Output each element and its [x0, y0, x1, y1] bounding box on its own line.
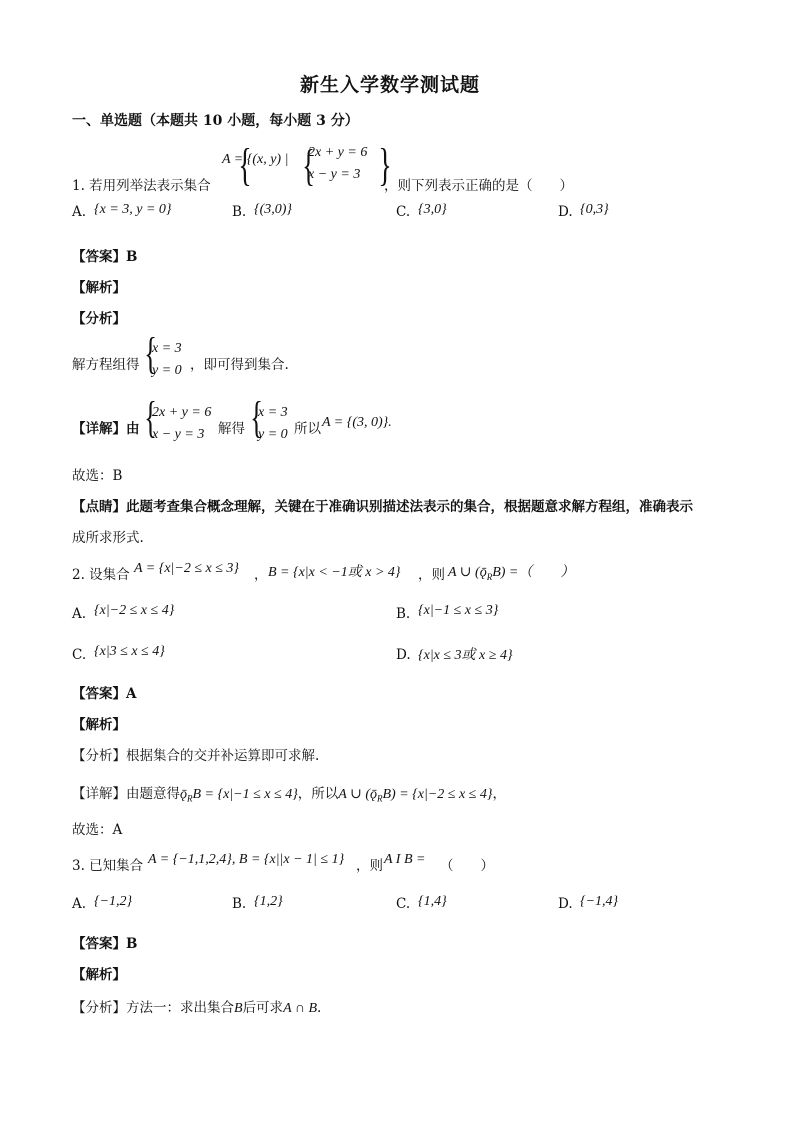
q2-option-d-label: D. [396, 647, 411, 663]
q1-option-c-label: C. [396, 204, 411, 220]
q2-detail-end: ， [492, 786, 506, 802]
q2-option-b-label: B. [396, 606, 411, 622]
q2-detail-m1-sub: R [187, 793, 193, 804]
q1-tail: ，则下列表示正确的是（ ） [384, 178, 573, 194]
q3-fenxi-pre: 【分析】方法一：求出集合 [72, 1000, 234, 1016]
q2-expr-end: B) =（ ） [492, 565, 575, 580]
q1-row2: x − y = 3 [308, 167, 361, 182]
q1-detail-brace2: { [250, 393, 263, 442]
q1-system [308, 142, 367, 186]
q1-option-a: {x = 3, y = 0} [94, 202, 172, 217]
q2-jiexi: 【解析】 [72, 717, 126, 733]
q2-expr-sub: R [486, 571, 493, 582]
q1-choose: 故选：B [72, 468, 123, 484]
q3-stem: 3. 已知集合 [72, 858, 144, 874]
q2-set-a: A = {x|−2 ≤ x ≤ 3} [134, 561, 240, 576]
q3-fenxi-b: B [234, 1001, 243, 1016]
q1-answer: 【答案】B [72, 249, 138, 265]
q2-option-a: {x|−2 ≤ x ≤ 4} [94, 603, 175, 618]
q1-detail-brace1: { [144, 393, 157, 442]
q1-analysis-post: ，即可得到集合. [190, 357, 289, 373]
q1-detail-set: A = {(3, 0)}. [322, 415, 392, 430]
q1-d-row1: 2x + y = 6 [152, 405, 212, 420]
q1-comment-line1 [72, 495, 693, 515]
q1-detail-mid: 解得 [218, 421, 245, 437]
q3-paren: （ ） [440, 858, 494, 874]
q1-detail-system1 [152, 402, 211, 446]
q1-detail-tag: 【详解】由 [72, 421, 140, 437]
q1-outer-brace: { [238, 139, 252, 190]
q1-fenxi: 【分析】 [72, 311, 126, 327]
q2-set-b: B = {x|x < −1或 x > 4} [268, 565, 401, 580]
q2-expr [448, 561, 574, 582]
q2-detail-mid: ，所以 [297, 786, 339, 802]
q1-inner-brace: { [302, 141, 315, 190]
q1-option-d-label: D. [558, 204, 573, 220]
q1-detail-post: 所以 [294, 421, 321, 437]
q3-option-c: {1,4} [418, 894, 447, 909]
q1-comment: 【点睛】此题考查集合概念理解，关键在于准确识别描述法表示的集合，根据题意求解方程组，准确表示 [72, 499, 693, 515]
q1-option-b-label: B. [232, 204, 247, 220]
q1-option-b: {(3,0)} [254, 202, 293, 217]
q2-detail-m2: A ∪ (ǭ [338, 787, 377, 802]
q2-option-c-label: C. [72, 647, 87, 663]
q3-fenxi-end: . [317, 1000, 322, 1016]
q3-then: ，则 [356, 858, 383, 874]
q1-close-brace: } [378, 139, 392, 190]
q2-detail-m1: ǭ [180, 787, 187, 802]
q1-jiexi: 【解析】 [72, 280, 126, 296]
q3-expr: A I B = [384, 852, 426, 867]
q2-option-b: {x|−1 ≤ x ≤ 3} [418, 603, 499, 618]
q2-option-c: {x|3 ≤ x ≤ 4} [94, 644, 165, 659]
q1-analysis-system [152, 338, 182, 382]
q2-comma: ， [254, 567, 268, 583]
q1-option-a-label: A. [72, 204, 87, 220]
q2-detail-pre: 【详解】由题意得 [72, 786, 180, 802]
q2-answer: 【答案】A [72, 686, 137, 702]
q2-detail [72, 782, 506, 804]
q2-fenxi: 【分析】根据集合的交并补运算即可求解. [72, 748, 320, 764]
q3-sets: A = {−1,1,2,4}, B = {x||x − 1| ≤ 1} [148, 852, 345, 867]
q2-option-d: {x|x ≤ 3或 x ≥ 4} [418, 648, 513, 663]
q3-option-a-label: A. [72, 896, 87, 912]
q3-option-d-label: D. [558, 896, 573, 912]
q2-choose: 故选：A [72, 822, 123, 838]
q1-option-c: {3,0} [418, 202, 447, 217]
q3-jiexi: 【解析】 [72, 967, 126, 983]
q1-analysis-brace: { [144, 329, 157, 378]
q3-fenxi-mid: 后可求 [242, 1000, 284, 1016]
q3-fenxi-expr: A ∩ B [283, 1001, 318, 1016]
q3-fenxi [72, 996, 321, 1017]
q3-option-b-label: B. [232, 896, 247, 912]
q2-expr-main: A ∪ (ǭ [448, 565, 487, 580]
q1-d-row4: y = 0 [258, 427, 288, 442]
q3-option-a: {−1,2} [94, 894, 133, 909]
q1-set-lhs: A = {(x, y) | [222, 152, 289, 167]
q1-row1: 2x + y = 6 [308, 145, 368, 160]
page-title: 新生入学数学测试题 [300, 74, 481, 96]
q2-detail-m2-end: B) = {x|−2 ≤ x ≤ 4} [382, 787, 493, 802]
q2-then: ，则 [418, 567, 445, 583]
q3-option-b: {1,2} [254, 894, 283, 909]
q1-comment-line2: 成所求形式. [72, 530, 144, 546]
q1-d-row2: x − y = 3 [152, 427, 205, 442]
q1-an-row1: x = 3 [152, 341, 182, 356]
q1-analysis-pre: 解方程组得 [72, 357, 140, 373]
q3-option-c-label: C. [396, 896, 411, 912]
q1-lead: 1. 若用列举法表示集合 [72, 178, 211, 194]
q2-detail-m1-end: B = {x|−1 ≤ x ≤ 4} [192, 787, 298, 802]
q3-answer: 【答案】B [72, 936, 138, 952]
q1-an-row2: y = 0 [152, 363, 182, 378]
q2-option-a-label: A. [72, 606, 87, 622]
q1-detail-system2 [258, 402, 288, 446]
q1-d-row3: x = 3 [258, 405, 288, 420]
q3-option-d: {−1,4} [580, 894, 619, 909]
q2-detail-m2-sub: R [377, 793, 383, 804]
q1-option-d: {0,3} [580, 202, 609, 217]
section-heading: 一、单选题（本题共 10 小题，每小题 3 分） [72, 113, 359, 129]
q2-stem: 2. 设集合 [72, 567, 130, 583]
